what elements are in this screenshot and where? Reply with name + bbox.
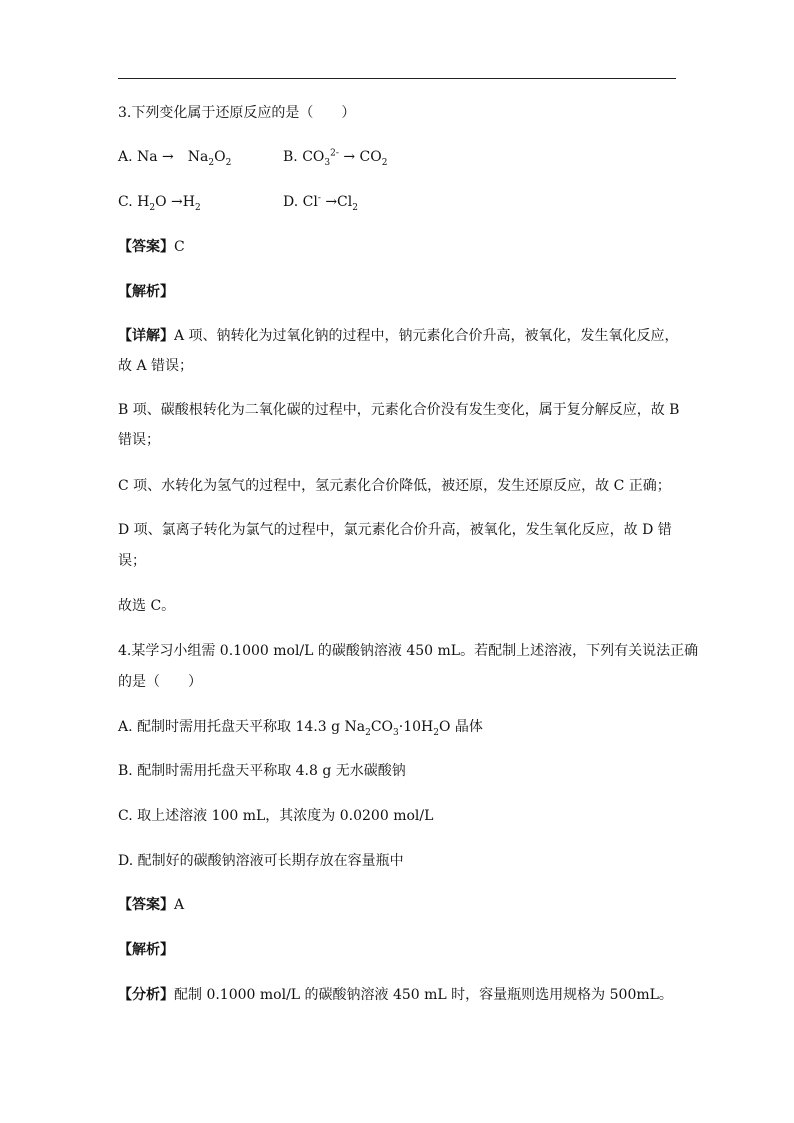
- answer-tag: 【答案】: [118, 239, 174, 255]
- q3-option-c: C. $H_2O \to H_2$: [118, 194, 201, 213]
- q3-conclusion: 故选 C。: [118, 598, 176, 614]
- q3-detail-d-line1: D 项、氯离子转化为氯气的过程中，氯元素化合价升高，被氧化，发生氧化反应，故 D 错: [118, 522, 672, 538]
- answer-tag: 【答案】: [118, 897, 174, 913]
- q3-stem: 3.下列变化属于还原反应的是（ ）: [118, 105, 356, 121]
- q3-option-d: D. $Cl^- \to Cl_2$: [283, 193, 358, 213]
- q3-detail-d-line2: 误；: [118, 553, 146, 569]
- q4-answer: [118, 895, 184, 915]
- q4-stem-line1: 4.某学习小组需 0.1000 mol/L 的碳酸钠溶液 450 mL。若配制上述溶液，下列有关说法正确: [118, 643, 699, 659]
- q4-option-b: B. 配制时需用托盘天平称取 4.8 g 无水碳酸钠: [118, 763, 406, 779]
- q3-answer: [118, 237, 185, 257]
- answer-value: A: [174, 897, 185, 913]
- q3-option-b: B. $CO_3^{2-} \to CO_2$: [283, 148, 388, 168]
- q3-detail-c: C 项、水转化为氢气的过程中，氢元素化合价降低，被还原，发生还原反应，故 C 正确；: [118, 478, 671, 494]
- analysis-head: 【分析】: [118, 987, 174, 1003]
- q4-analysis: 【分析】配制 0.1000 mol/L 的碳酸钠溶液 450 mL 时，容量瓶则选用规格为 500mL。: [118, 987, 673, 1003]
- q3-analysis-tag: 【解析】: [118, 284, 174, 300]
- q3-option-a: A. Na → $Na_2O_2$: [118, 149, 232, 168]
- answer-value: C: [174, 239, 185, 255]
- q3-detail-a-line1: 【详解】A 项、钠转化为过氧化钠的过程中，钠元素化合价升高，被氧化，发生氧化反应，: [118, 328, 679, 344]
- q4-stem-line2: 的是（ ）: [118, 674, 202, 690]
- q4-analysis-tag: 【解析】: [118, 942, 174, 958]
- q4-option-a: A. 配制时需用托盘天平称取 14.3 g $Na_2CO_3\cdot 10H_2O$ 晶体: [118, 719, 483, 738]
- detail-tag: 【详解】: [118, 328, 174, 344]
- header-rule: [118, 78, 676, 79]
- q3-detail-b-line2: 错误；: [118, 432, 160, 448]
- q3-detail-a-line2: 故 A 错误；: [118, 358, 194, 374]
- q3-detail-b-line1: B 项、碳酸根转化为二氧化碳的过程中，元素化合价没有发生变化，属于复分解反应，故 B: [118, 402, 680, 418]
- q4-option-c: C. 取上述溶液 100 mL，其浓度为 0.0200 mol/L: [118, 808, 434, 824]
- q4-option-d: D. 配制好的碳酸钠溶液可长期存放在容量瓶中: [118, 853, 404, 869]
